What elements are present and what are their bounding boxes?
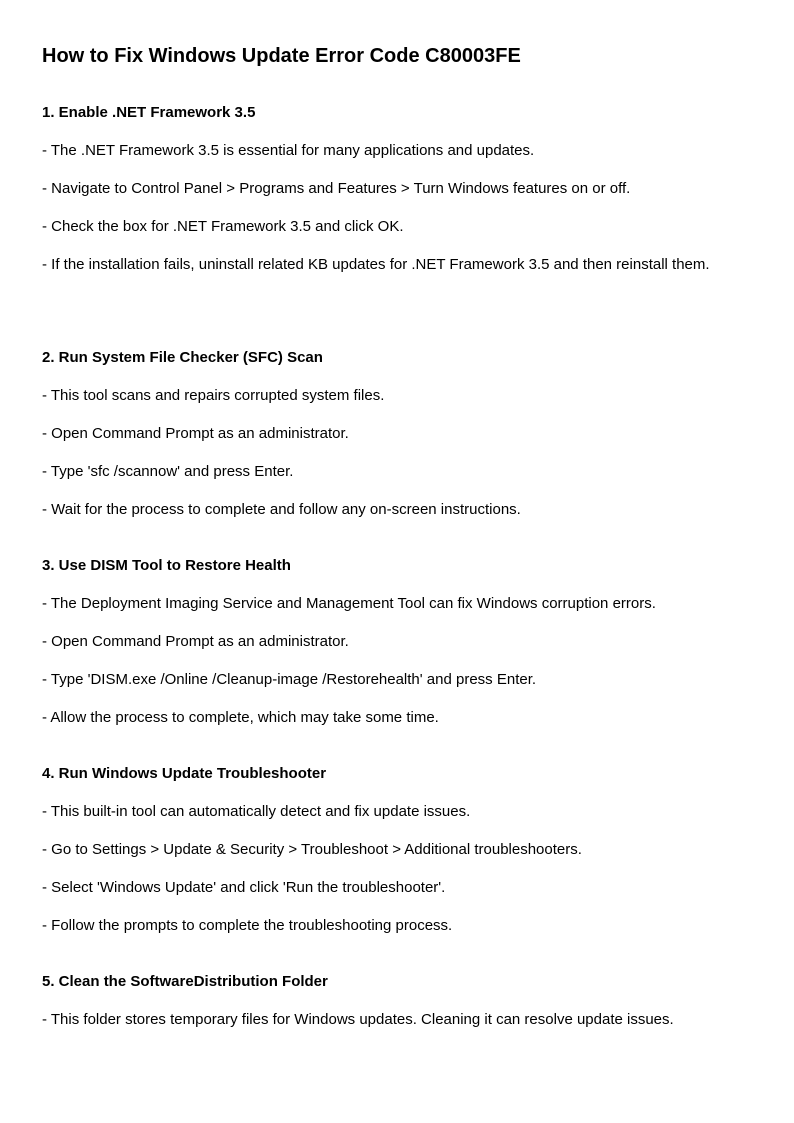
section-dism-tool [42, 547, 752, 737]
list-item: - This tool scans and repairs corrupted system files. [42, 387, 385, 404]
list-item: - Check the box for .NET Framework 3.5 and click OK. [42, 218, 404, 235]
list-item: - Open Command Prompt as an administrator. [42, 633, 349, 650]
list-item: - Navigate to Control Panel > Programs and Features > Turn Windows features on or off. [42, 180, 631, 197]
list-item: - Select 'Windows Update' and click 'Run the troubleshooter'. [42, 879, 446, 896]
list-item: - Allow the process to complete, which may take some time. [42, 709, 439, 726]
section-enable-dotnet [42, 94, 752, 284]
section-heading: 5. Clean the SoftwareDistribution Folder [42, 973, 328, 990]
list-item: - Follow the prompts to complete the troubleshooting process. [42, 917, 453, 934]
list-item: - If the installation fails, uninstall related KB updates for .NET Framework 3.5 and then reinstall them. [42, 256, 710, 273]
page-title: How to Fix Windows Update Error Code C80003FE [42, 45, 521, 67]
list-item: - This built-in tool can automatically detect and fix update issues. [42, 803, 471, 820]
section-sfc-scan [42, 339, 752, 529]
list-item: - Go to Settings > Update & Security > Troubleshoot > Additional troubleshooters. [42, 841, 582, 858]
section-heading: 4. Run Windows Update Troubleshooter [42, 765, 327, 782]
list-item: - Type 'DISM.exe /Online /Cleanup-image /Restorehealth' and press Enter. [42, 671, 537, 688]
list-item: - The Deployment Imaging Service and Management Tool can fix Windows corruption errors. [42, 595, 656, 612]
list-item: - Type 'sfc /scannow' and press Enter. [42, 463, 294, 480]
section-heading: 2. Run System File Checker (SFC) Scan [42, 349, 323, 366]
section-software-distribution [42, 963, 752, 1039]
section-heading: 3. Use DISM Tool to Restore Health [42, 557, 291, 574]
section-heading: 1. Enable .NET Framework 3.5 [42, 104, 256, 121]
section-update-troubleshooter [42, 755, 752, 945]
list-item: - Open Command Prompt as an administrator. [42, 425, 349, 442]
list-item: - This folder stores temporary files for Windows updates. Cleaning it can resolve update issues. [42, 1011, 674, 1028]
list-item: - Wait for the process to complete and follow any on-screen instructions. [42, 501, 521, 518]
list-item: - The .NET Framework 3.5 is essential for many applications and updates. [42, 142, 535, 159]
